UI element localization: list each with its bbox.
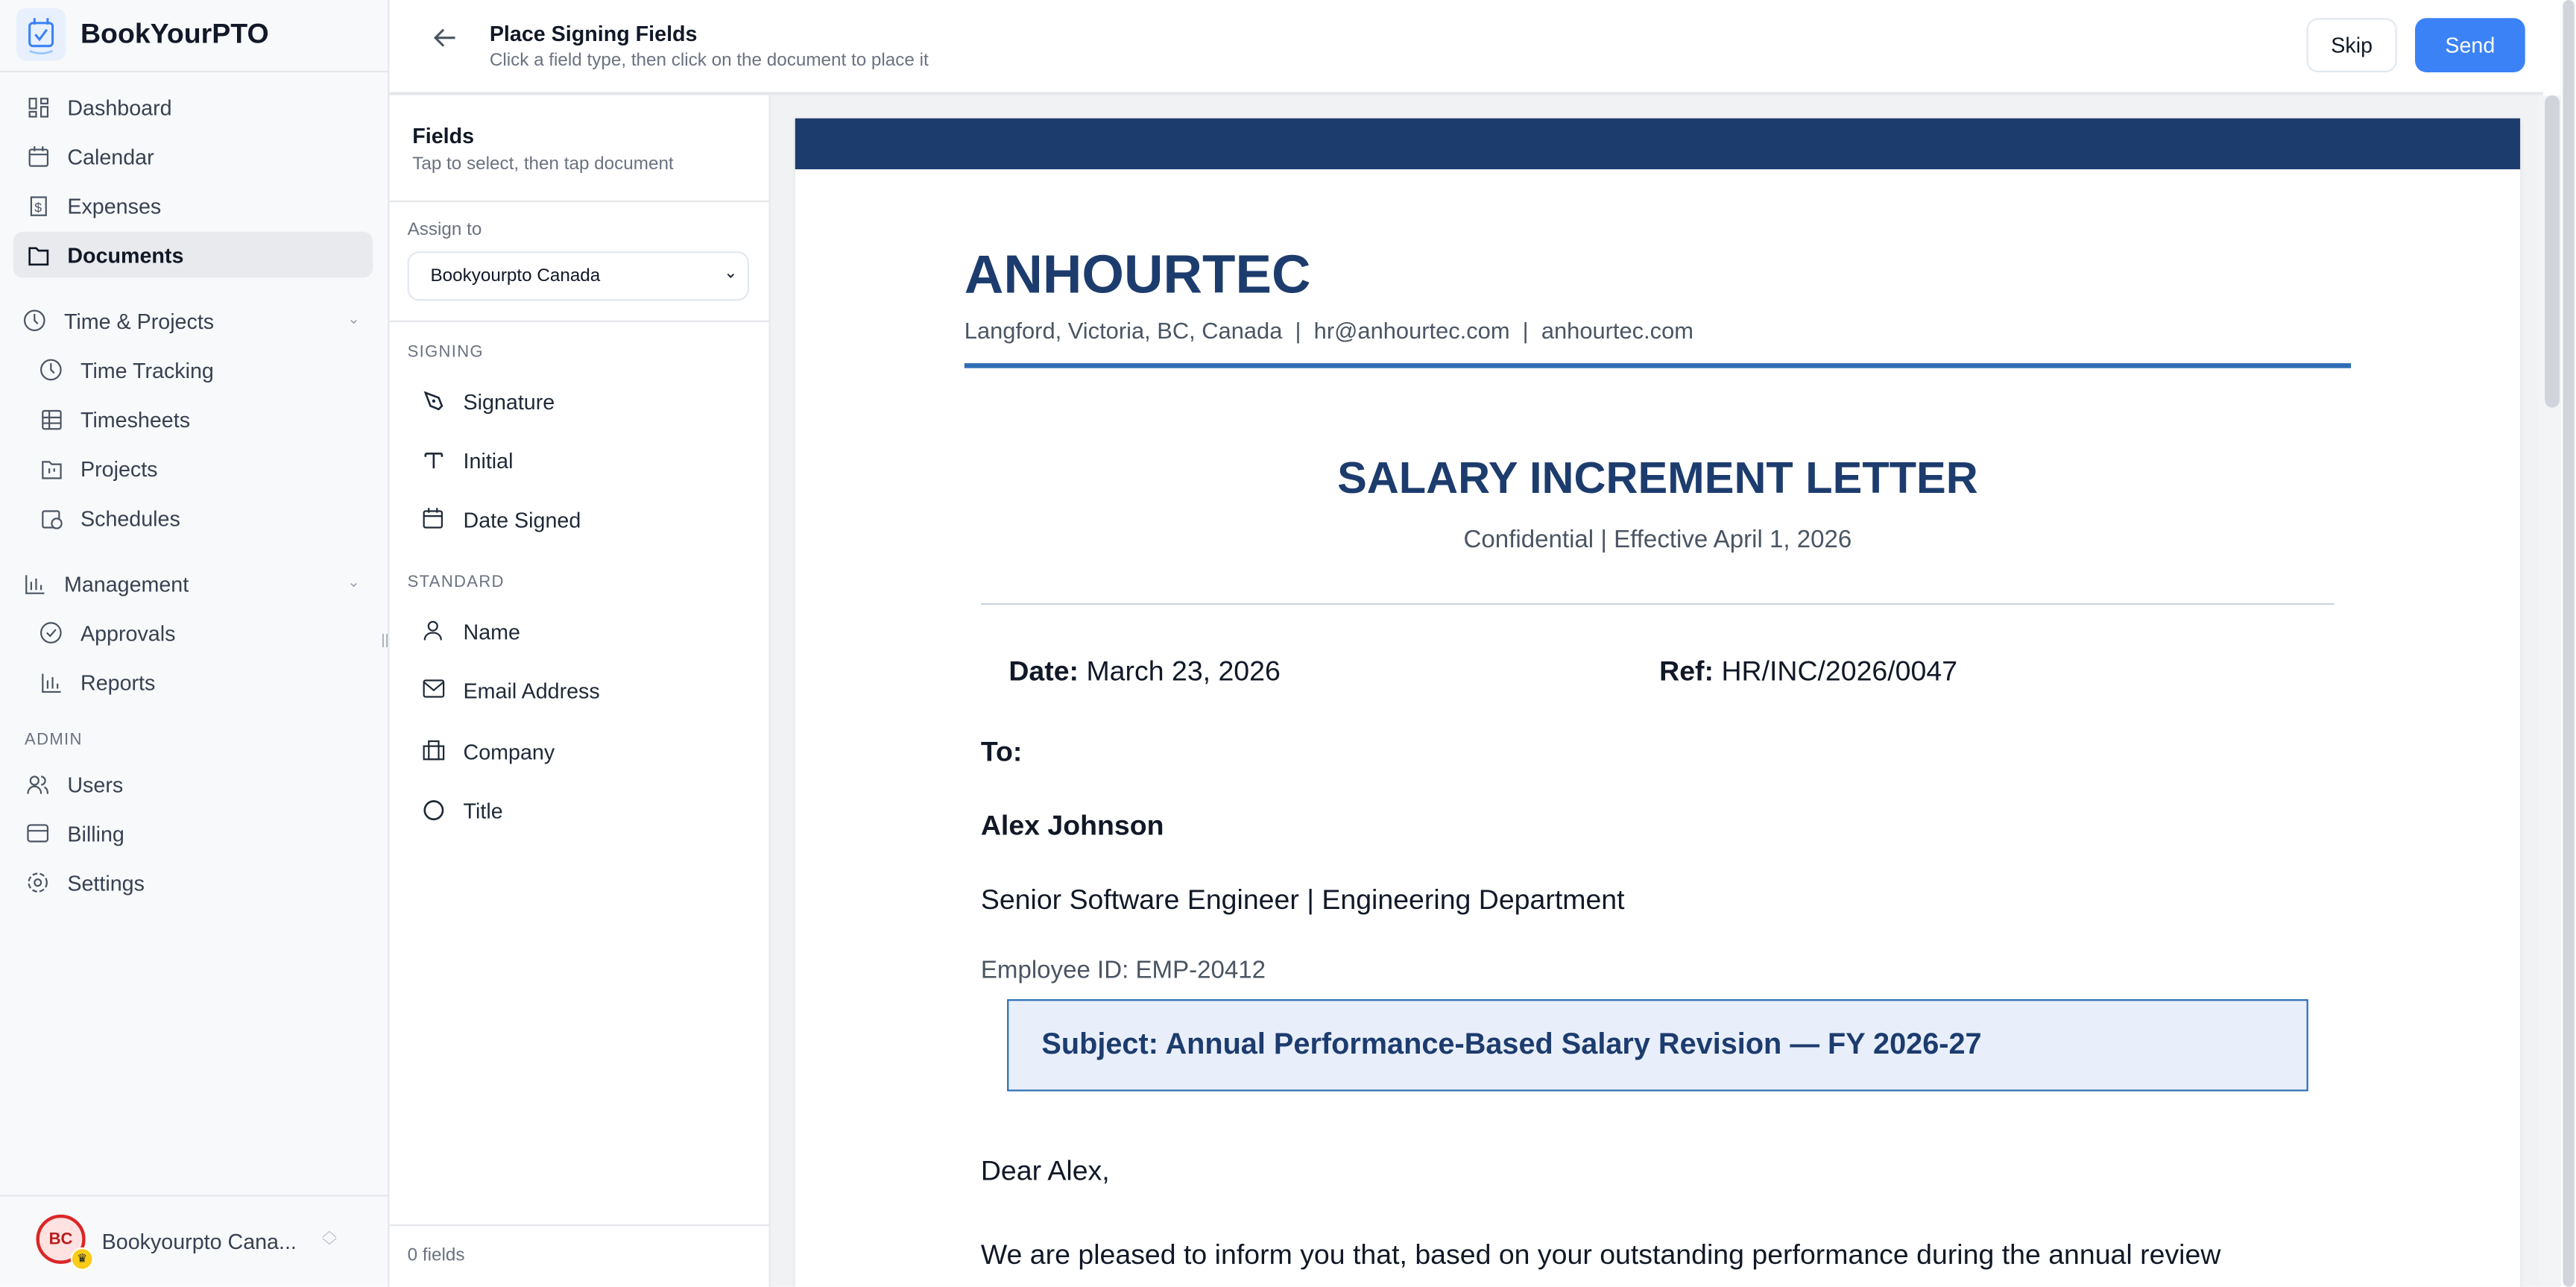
field-signature[interactable]: [422, 381, 555, 421]
subject-text: Subject: Annual Performance-Based Salary Revision — FY 2026-27: [1041, 1027, 1982, 1060]
assign-label: Assign to: [407, 220, 482, 240]
recipient-name: Alex Johnson: [980, 810, 1164, 842]
letter-ref: [1659, 655, 1957, 688]
letter-title: SALARY INCREMENT LETTER: [1337, 453, 1978, 503]
user-icon: [422, 620, 445, 643]
sidebar-group-time-projects[interactable]: [13, 298, 373, 344]
chevrons-up-down-icon[interactable]: ︿ ﹀: [322, 1222, 337, 1254]
company-name: ANHOURTEC: [964, 243, 1311, 304]
divider: [389, 1224, 768, 1226]
calendar-icon: [26, 145, 49, 168]
document-page[interactable]: [795, 119, 2520, 1287]
folder-kanban-icon: [40, 457, 63, 480]
sidebar-item-label: Timesheets: [80, 406, 191, 432]
send-button[interactable]: Send: [2415, 18, 2525, 72]
field-label: Company: [463, 738, 555, 764]
svg-text:$: $: [34, 199, 41, 215]
field-email-address[interactable]: [422, 670, 599, 710]
letter-date: [1008, 655, 1281, 688]
document-viewer[interactable]: [771, 95, 2543, 1287]
bar-chart-icon: [40, 670, 63, 693]
sidebar-item-expenses[interactable]: [13, 183, 373, 229]
sidebar-item-label: Time Tracking: [80, 357, 214, 383]
subject-box: [1007, 999, 2308, 1091]
sidebar-item-label: Reports: [80, 670, 156, 695]
field-title[interactable]: [422, 790, 502, 830]
company-contact: Langford, Victoria, BC, Canada | hr@anhourtec.com | anhourtec.com: [964, 317, 1693, 344]
sidebar-item-label: Billing: [67, 820, 124, 846]
field-label: Signature: [463, 388, 555, 414]
chevron-down-icon: ⌄: [347, 573, 360, 591]
logo-icon: [16, 8, 66, 61]
fields-panel: [389, 95, 770, 1287]
logo-row: [0, 0, 388, 72]
page-subtitle: Click a field type, then click on the document to place it: [489, 51, 929, 71]
fields-subtitle: Tap to select, then tap document: [412, 154, 674, 174]
back-arrow-icon[interactable]: [432, 25, 458, 51]
crown-icon: ♛: [71, 1247, 94, 1271]
sidebar-item-billing[interactable]: [13, 811, 373, 857]
ref-label: Ref:: [1659, 655, 1714, 687]
sidebar-item-label: Settings: [67, 870, 145, 896]
divider: [981, 603, 2334, 605]
users-icon: [26, 772, 49, 796]
divider: [389, 321, 768, 322]
employee-id: Employee ID: EMP-20412: [980, 956, 1266, 985]
chevron-down-icon: ⌄: [724, 264, 738, 283]
sidebar-item-projects[interactable]: [13, 445, 373, 491]
sidebar-item-label: Projects: [80, 456, 158, 481]
circle-icon: [422, 799, 445, 822]
field-count: 0 fields: [407, 1245, 465, 1266]
page-title: Place Signing Fields: [489, 21, 698, 46]
dashboard-icon: [26, 95, 49, 119]
sidebar-item-timesheets[interactable]: [13, 396, 373, 442]
field-name[interactable]: [422, 611, 520, 651]
sidebar-item-schedules[interactable]: [13, 494, 373, 541]
signing-label: SIGNING: [407, 343, 484, 362]
sidebar-item-calendar[interactable]: [13, 133, 373, 180]
sidebar-item-settings[interactable]: [13, 860, 373, 906]
pen-nib-icon: [422, 389, 445, 412]
standard-label: STANDARD: [407, 573, 505, 592]
divider: [389, 201, 768, 202]
skip-button[interactable]: Skip: [2307, 18, 2397, 72]
gear-icon: [26, 871, 49, 894]
sidebar-item-users[interactable]: [13, 761, 373, 807]
field-label: Date Signed: [463, 506, 581, 532]
check-circle-icon: [40, 621, 63, 644]
window-scrollbar-thumb[interactable]: [2563, 0, 2574, 1287]
greeting: Dear Alex,: [980, 1155, 1110, 1187]
sidebar-item-label: Users: [67, 771, 124, 796]
chevron-down-icon: ⌄: [347, 310, 360, 327]
to-label: To:: [980, 736, 1023, 768]
assign-value: Bookyourpto Canada: [430, 266, 601, 286]
sidebar-item-label: Calendar: [67, 143, 154, 169]
avatar: BC: [36, 1215, 85, 1264]
sidebar-item-label: Expenses: [67, 192, 162, 218]
sidebar: [0, 0, 389, 1287]
page-header: [389, 0, 2543, 95]
field-label: Initial: [463, 447, 514, 473]
header-rule: [965, 363, 2351, 368]
bar-chart-icon: [23, 572, 46, 595]
sidebar-item-label: Dashboard: [67, 94, 172, 119]
receipt-icon: [26, 194, 49, 217]
sidebar-item-label: Documents: [67, 242, 184, 268]
account-name: Bookyourpto Cana...: [101, 1229, 297, 1254]
sidebar-item-time-tracking[interactable]: [13, 347, 373, 393]
clock-icon: [40, 358, 63, 381]
letter-subtitle: Confidential | Effective April 1, 2026: [1463, 526, 1852, 554]
calendar-icon: [422, 508, 445, 531]
document-scrollbar-thumb[interactable]: [2545, 95, 2560, 408]
sidebar-item-approvals[interactable]: [13, 610, 373, 656]
field-label: Title: [463, 798, 503, 823]
body-paragraph: We are pleased to inform you that, based on your outstanding performance during the annual review: [980, 1239, 2221, 1271]
sidebar-item-reports[interactable]: [13, 659, 373, 705]
assign-select[interactable]: [408, 251, 749, 300]
field-label: Name: [463, 618, 521, 644]
group-label: Time & Projects: [63, 308, 215, 333]
app-name: BookYourPTO: [80, 18, 269, 50]
ref-value: HR/INC/2026/0047: [1721, 655, 1958, 687]
sidebar-item-label: Schedules: [80, 505, 180, 530]
field-company[interactable]: [422, 731, 555, 771]
folder-icon: [26, 243, 49, 266]
field-date-signed[interactable]: [422, 500, 581, 539]
recipient-role: Senior Software Engineer | Engineering Department: [980, 884, 1625, 916]
table-icon: [40, 408, 63, 431]
sidebar-item-documents[interactable]: [13, 232, 373, 278]
mail-icon: [422, 679, 445, 702]
date-label: Date:: [1008, 655, 1079, 687]
fields-title: Fields: [412, 123, 475, 148]
credit-card-icon: [26, 822, 49, 845]
building-icon: [422, 740, 445, 763]
field-initial[interactable]: [422, 441, 513, 480]
sidebar-item-label: Approvals: [80, 620, 176, 646]
sidebar-item-dashboard[interactable]: [13, 84, 373, 130]
resize-handle[interactable]: ||: [381, 631, 389, 648]
text-t-icon: [422, 449, 445, 472]
header-band: [795, 119, 2520, 169]
date-value: March 23, 2026: [1086, 655, 1281, 687]
field-label: Email Address: [463, 678, 600, 703]
calendar-clock-icon: [40, 506, 63, 529]
sidebar-group-management[interactable]: [13, 561, 373, 607]
clock-icon: [23, 309, 46, 332]
group-label: Management: [63, 570, 189, 596]
admin-section-label: ADMIN: [25, 731, 83, 750]
